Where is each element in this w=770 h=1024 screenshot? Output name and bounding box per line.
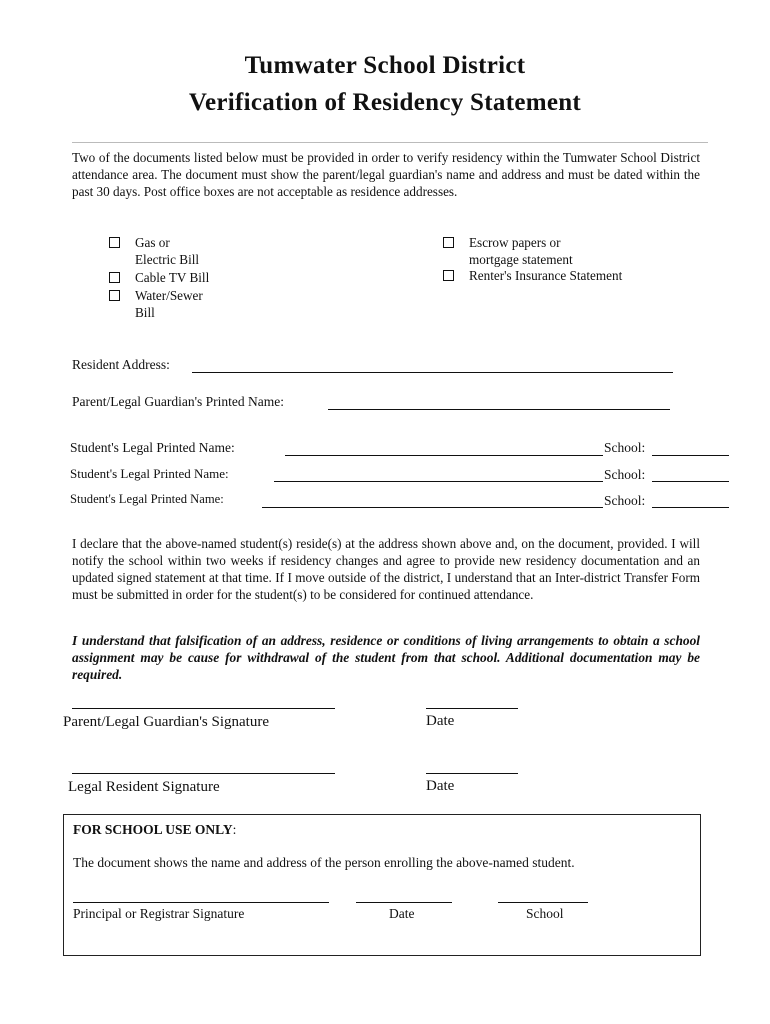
school-use-date-input[interactable] bbox=[356, 902, 452, 903]
guardian-name-label: Parent/Legal Guardian's Printed Name: bbox=[72, 394, 284, 409]
checkbox[interactable] bbox=[443, 237, 454, 248]
declaration-paragraph: I declare that the above-named student(s) reside(s) at the address shown above and, on the document, provided. I will notify the school within two weeks if residency changes and agree to provide new residency documentation and an updated signed statement at that time. If I move outside of the district, I understand that an Inter-district Transfer Form must be submitted in order for the student(s) to be considered for continued attendance. bbox=[72, 536, 700, 602]
doc-option-renters-insurance[interactable] bbox=[443, 267, 703, 284]
intro-paragraph: Two of the documents listed below must be provided in order to verify residency within the Tumwater School District attendance area. The document must show the parent/legal guardian's name and address and must be dated within the past 30 days. Post office boxes are not acceptable as residence addresses. bbox=[72, 150, 700, 199]
guardian-date-input[interactable] bbox=[426, 708, 518, 709]
student-school-input[interactable] bbox=[652, 481, 729, 482]
school-use-school-input[interactable] bbox=[498, 902, 588, 903]
form-title: Verification of Residency Statement bbox=[188, 89, 582, 116]
school-label: School: bbox=[604, 440, 646, 455]
doc-option-label: Cable TV Bill bbox=[135, 270, 210, 285]
school-use-box bbox=[63, 814, 701, 956]
doc-option-label: Electric Bill bbox=[135, 252, 200, 267]
principal-signature-input[interactable] bbox=[73, 902, 329, 903]
school-use-heading-text: FOR SCHOOL USE ONLY bbox=[73, 822, 233, 837]
school-label: School: bbox=[604, 493, 646, 508]
school-use-date-label: Date bbox=[389, 906, 415, 921]
guardian-signature-input[interactable] bbox=[72, 708, 335, 709]
doc-option-label: Renter's Insurance Statement bbox=[469, 268, 623, 283]
school-use-heading bbox=[73, 822, 236, 838]
checkbox[interactable] bbox=[109, 272, 120, 283]
checkbox[interactable] bbox=[109, 290, 120, 301]
doc-option-label: Escrow papers or bbox=[469, 235, 561, 250]
header-divider bbox=[72, 142, 708, 143]
date-label: Date bbox=[426, 778, 455, 794]
student-school-input[interactable] bbox=[652, 507, 729, 508]
doc-option-gas-electric[interactable] bbox=[109, 234, 309, 268]
principal-signature-label: Principal or Registrar Signature bbox=[73, 906, 245, 921]
student-name-input[interactable] bbox=[262, 507, 603, 508]
resident-address-input[interactable] bbox=[192, 372, 673, 373]
student-school-input[interactable] bbox=[652, 455, 729, 456]
student-name-input[interactable] bbox=[274, 481, 603, 482]
doc-option-label: Bill bbox=[135, 305, 155, 320]
doc-option-water-sewer[interactable] bbox=[109, 287, 309, 321]
doc-option-label: Gas or bbox=[135, 235, 170, 250]
student-name-input[interactable] bbox=[285, 455, 603, 456]
guardian-name-input[interactable] bbox=[328, 409, 670, 410]
resident-signature-label: Legal Resident Signature bbox=[68, 779, 220, 795]
school-use-statement: The document shows the name and address of the person enrolling the above-named student. bbox=[73, 855, 575, 870]
student-name-label: Student's Legal Printed Name: bbox=[70, 440, 235, 455]
date-label: Date bbox=[426, 713, 455, 729]
checkbox[interactable] bbox=[443, 270, 454, 281]
doc-option-label: Water/Sewer bbox=[135, 288, 203, 303]
doc-option-cable-tv[interactable] bbox=[109, 269, 309, 286]
doc-option-label: mortgage statement bbox=[469, 252, 573, 267]
guardian-signature-label: Parent/Legal Guardian's Signature bbox=[63, 714, 269, 730]
resident-date-input[interactable] bbox=[426, 773, 518, 774]
school-use-school-label: School bbox=[526, 906, 564, 921]
resident-signature-input[interactable] bbox=[72, 773, 335, 774]
district-title: Tumwater School District bbox=[244, 52, 526, 79]
school-label: School: bbox=[604, 467, 646, 482]
resident-address-label: Resident Address: bbox=[72, 357, 170, 372]
school-use-heading-colon: : bbox=[232, 822, 237, 837]
student-name-label: Student's Legal Printed Name: bbox=[70, 492, 224, 506]
student-name-label: Student's Legal Printed Name: bbox=[70, 466, 229, 481]
checkbox[interactable] bbox=[109, 237, 120, 248]
falsification-warning: I understand that falsification of an address, residence or conditions of living arrangements to obtain a school assignment may be cause for withdrawal of the student from that school. Additional documentation may be required. bbox=[72, 633, 700, 682]
doc-option-escrow-mortgage[interactable] bbox=[443, 234, 703, 268]
